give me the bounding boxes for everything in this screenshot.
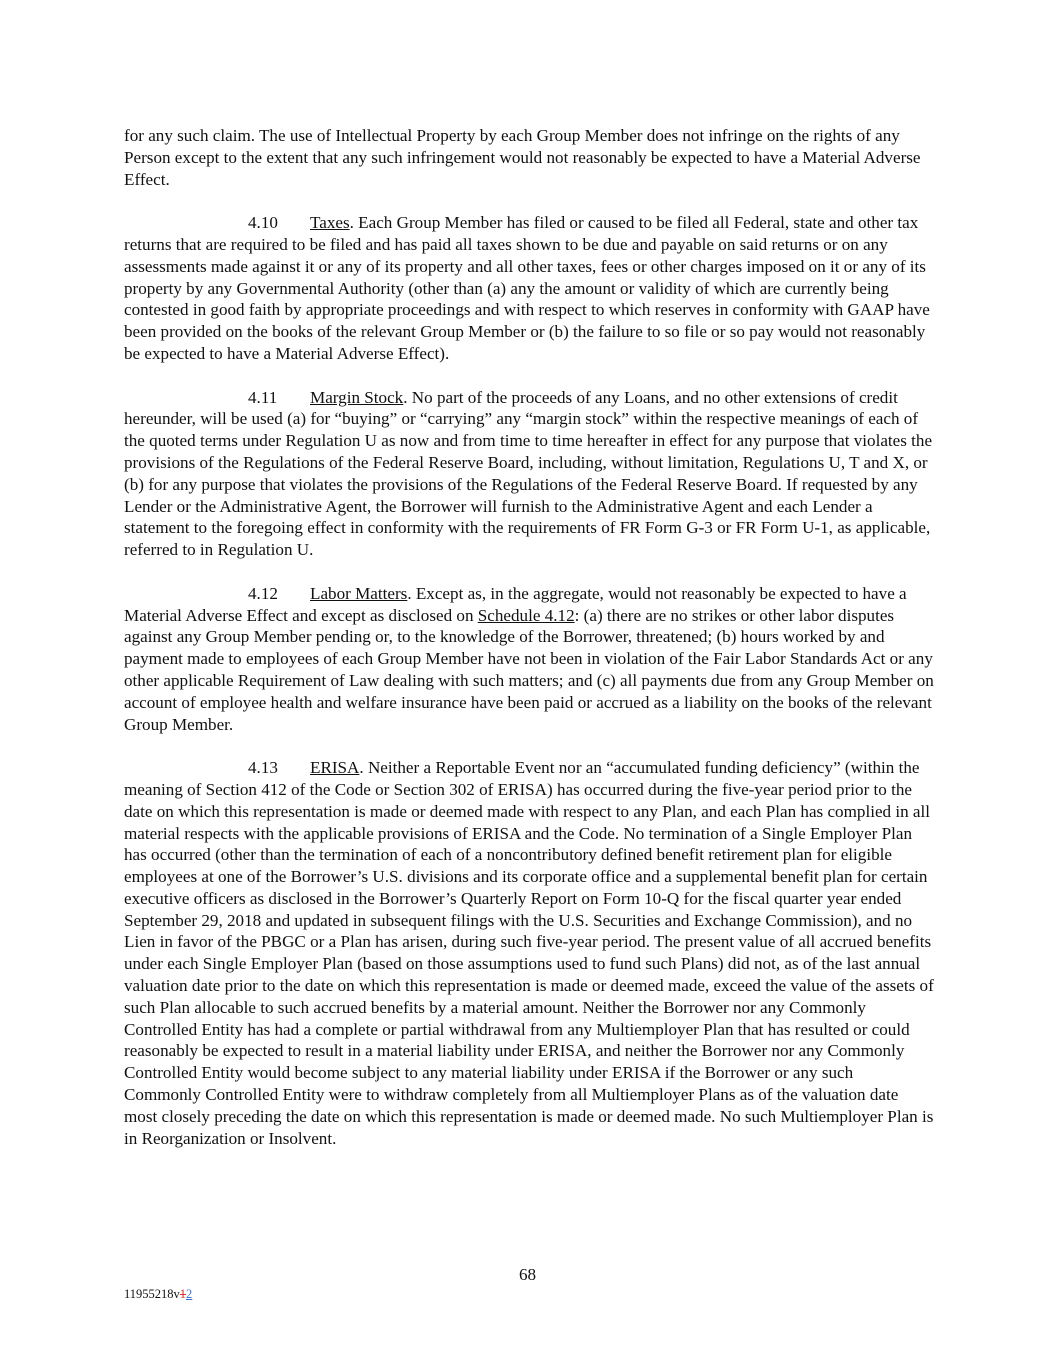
continuation-paragraph: for any such claim. The use of Intellectual Property by each Group Member does not infringe on the rights of any Person except to the extent that any such infringement would not reasonably be expected to have a Material Adverse Effect. xyxy=(124,126,921,189)
doc-id-deleted-version: 1 xyxy=(179,1287,187,1301)
section-4-11 xyxy=(124,387,934,561)
page-number: 68 xyxy=(518,1265,537,1284)
section-4-10 xyxy=(124,212,934,365)
section-heading: ERISA xyxy=(310,758,360,778)
section-text: . Neither a Reportable Event nor an “accumulated funding deficiency” (within the meaning of Section 412 of the Code or Section 302 of ERISA) has occurred during the five-year period prior to the date on which this representation is made or deemed made with respect to any Plan, and each Plan has complied in all material respects with the applicable provisions of ERISA and the Code. No termination of a Single Employer Plan has occurred (other than the termination of each of a noncontributory defined benefit retirement plan for eligible employees at one of the Borrower’s U.S. divisions and its corporate office and a supplemental benefit plan for certain executive officers as disclosed in the Borrower’s Quarterly Report on Form 10-Q for the fiscal quarter year ended September 29, 2018 and updated in subsequent filings with the U.S. Securities and Exchange Commission), and no Lien in favor of the PBGC or a Plan has arisen, during such five-year period. The present value of all accrued benefits under each Single Employer Plan (based on those assumptions used to fund such Plans) did not, as of the last annual valuation date prior to the date on which this representation is made or deemed made, exceed the value of the assets of such Plan allocable to such accrued benefits by a material amount. Neither the Borrower nor any Commonly Controlled Entity has had a complete or partial withdrawal from any Multiemployer Plan that has resulted or could reasonably be expected to result in a material liability under ERISA, and neither the Borrower nor any Commonly Controlled Entity would become subject to any material liability under ERISA if the Borrower or any such Commonly Controlled Entity were to withdraw completely from all Multiemployer Plans as of the valuation date most closely preceding the date on which this representation is made or deemed made. No such Multiemployer Plan is in Reorganization or Insolvent. xyxy=(124,758,934,1148)
section-heading: Margin Stock xyxy=(310,387,404,407)
section-text-after: : (a) there are no strikes or other labor disputes against any Group Member pending or, to the knowledge of the Borrower, threatened; (b) hours worked by and payment made to employees of each Group Member have not been in violation of the Fair Labor Standards Act or any other applicable Requirement of Law dealing with such matters; and (c) all payments due from any Group Member on account of employee health and welfare insurance have been paid or accrued as a liability on the books of the relevant Group Member. xyxy=(124,605,934,734)
section-number: 4.11 xyxy=(248,387,278,407)
section-text: . No part of the proceeds of any Loans, and no other extensions of credit hereunder, will be used (a) for “buying” or “carrying” any “margin stock” within the respective meanings of each of the quoted terms under Regulation U as now and from time to time hereafter in effect for any purpose that violates the provisions of the Regulations of the Federal Reserve Board, including, without limitation, Regulations U, T and X, or (b) for any purpose that violates the provisions of the Regulations of the Federal Reserve Board. If requested by any Lender or the Administrative Agent, the Borrower will furnish to the Administrative Agent and each Lender a statement to the foregoing effect in conformity with the requirements of FR Form G-3 or FR Form U-1, as applicable, referred to in Regulation U. xyxy=(124,387,933,560)
section-number: 4.12 xyxy=(248,583,278,603)
section-text-before: . Except as, in the aggregate, would not reasonably be expected to have a Material Adverse Effect and except as disclosed on xyxy=(124,583,907,625)
section-4-12 xyxy=(124,583,934,736)
section-text: . Each Group Member has filed or caused to be filed all Federal, state and other tax returns that are required to be filed and has paid all taxes shown to be due and payable on said returns or on any assessments made against it or any of its property and all other taxes, fees or other charges imposed on it or any of its property by any Governmental Authority (other than (a) any the amount or validity of which are currently being contested in good faith by appropriate proceedings and with respect to which reserves in conformity with GAAP have been provided on the books of the relevant Group Member or (b) the failure to so file or so pay would not reasonably be expected to have a Material Adverse Effect). xyxy=(124,213,930,363)
section-heading: Labor Matters xyxy=(310,583,408,603)
section-number: 4.13 xyxy=(248,758,278,778)
doc-id-base: 11955218v xyxy=(124,1287,180,1301)
document-body xyxy=(124,125,934,1171)
section-number: 4.10 xyxy=(248,213,278,233)
section-4-13 xyxy=(124,757,934,1149)
section-heading: Taxes xyxy=(310,213,350,233)
doc-id-inserted-version: 2 xyxy=(186,1287,193,1301)
document-id xyxy=(124,1287,192,1302)
schedule-reference: Schedule 4.12 xyxy=(477,605,575,625)
